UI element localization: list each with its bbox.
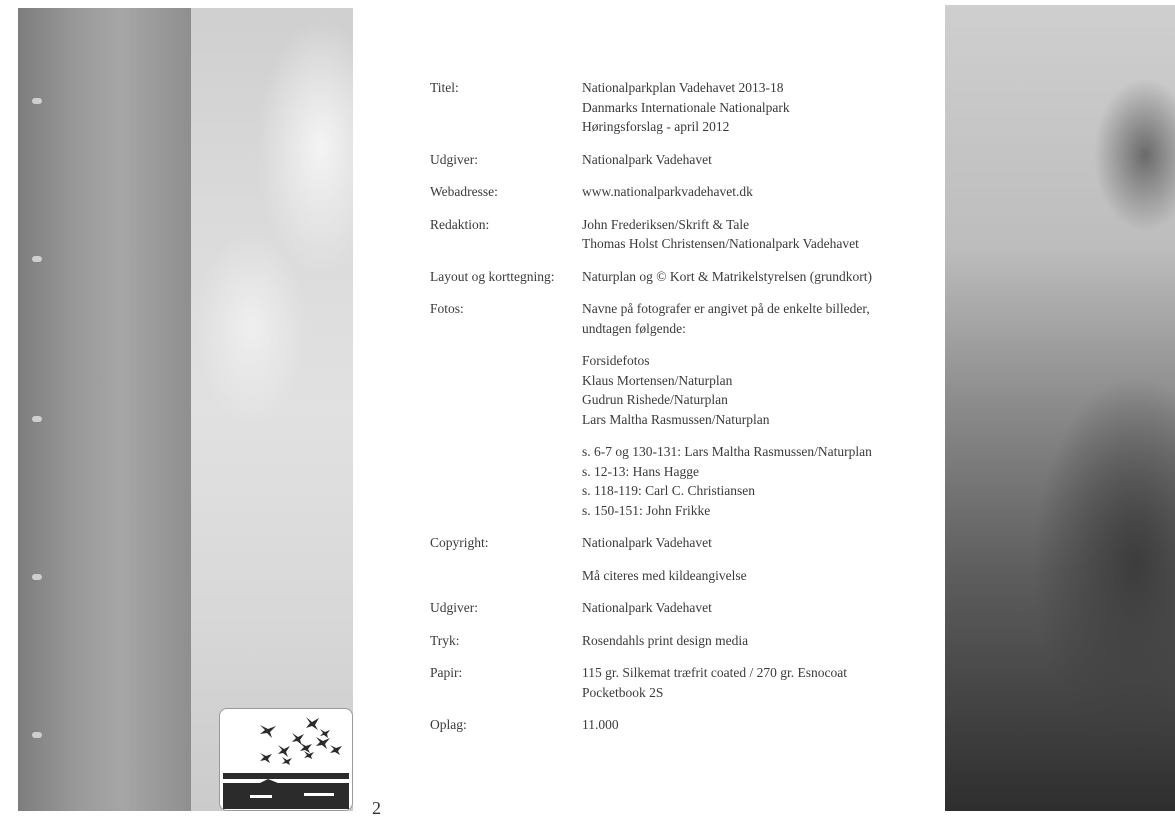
row-value <box>582 267 930 287</box>
punch-hole <box>32 574 42 580</box>
row-label: Fotos: <box>430 301 464 316</box>
row-label: Titel: <box>430 80 459 95</box>
value-line: Nationalpark Vadehavet <box>582 535 712 550</box>
web-address-link[interactable]: www.nationalparkvadehavet.dk <box>582 184 753 199</box>
value-line: s. 12-13: Hans Hagge <box>582 463 699 479</box>
value-line: Navne på fotografer er angivet på de enkelte billeder, <box>582 301 870 316</box>
plant-photo <box>945 5 1175 811</box>
row-value <box>582 215 930 254</box>
punch-hole <box>32 256 42 262</box>
value-line: Nationalpark Vadehavet <box>582 600 712 615</box>
value-line: Naturplan og © Kort & Matrikelstyrelsen (grundkort) <box>582 268 872 284</box>
colophon-row-web-address <box>430 182 930 202</box>
row-label: Oplag: <box>430 717 467 732</box>
value-line: 115 gr. Silkemat træfrit coated / 270 gr. Esnocoat <box>582 665 847 680</box>
row-value <box>582 631 930 651</box>
value-line: s. 150-151: John Frikke <box>582 502 711 518</box>
copyright-note: Må citeres med kildeangivelse <box>582 567 747 583</box>
row-label: Webadresse: <box>430 184 498 199</box>
colophon-row-publisher <box>430 150 930 170</box>
row-label: Redaktion: <box>430 216 490 232</box>
punch-hole <box>32 416 42 422</box>
birds-and-horizon-icon <box>220 709 352 810</box>
cover-photo-credits <box>582 351 930 429</box>
value-line: Høringsforslag - april 2012 <box>582 119 730 134</box>
value-line: Lars Maltha Rasmussen/Naturplan <box>582 411 770 427</box>
value-line: Pocketbook 2S <box>582 684 664 700</box>
colophon-row-paper <box>430 663 930 702</box>
value-line: s. 118-119: Carl C. Christiansen <box>582 483 755 498</box>
page-photo-credits <box>582 442 930 520</box>
row-value <box>582 533 930 585</box>
page-number: 2 <box>372 798 381 818</box>
punch-hole <box>32 98 42 104</box>
colophon-row-photos <box>430 299 930 520</box>
value-line: Rosendahls print design media <box>582 632 749 648</box>
colophon-row-editors <box>430 215 930 254</box>
row-label: Tryk: <box>430 632 460 648</box>
row-value <box>582 78 930 137</box>
value-line: Klaus Mortensen/Naturplan <box>582 372 733 388</box>
value-line: Thomas Holst Christensen/Nationalpark Vadehavet <box>582 236 859 251</box>
sky-photo <box>191 8 353 811</box>
value-line: 11.000 <box>582 717 619 732</box>
value-line: Danmarks Internationale Nationalpark <box>582 99 790 115</box>
value-line: Nationalpark Vadehavet <box>582 151 712 167</box>
row-label: Papir: <box>430 665 463 680</box>
colophon-row-publisher-2 <box>430 598 930 618</box>
row-value <box>582 663 930 702</box>
colophon-row-edition <box>430 715 930 735</box>
nationalpark-logo <box>219 708 353 811</box>
row-value <box>582 299 930 520</box>
binder-strip <box>18 8 191 811</box>
value-line: s. 6-7 og 130-131: Lars Maltha Rasmussen/Naturplan <box>582 444 872 459</box>
row-value <box>582 598 930 618</box>
value-line: Nationalparkplan Vadehavet 2013-18 <box>582 80 784 95</box>
value-line: John Frederiksen/Skrift & Tale <box>582 216 750 232</box>
value-line: Gudrun Rishede/Naturplan <box>582 392 728 407</box>
colophon <box>430 78 930 748</box>
colophon-row-title <box>430 78 930 137</box>
row-value <box>582 150 930 170</box>
value-line: Forsidefotos <box>582 353 650 368</box>
colophon-row-layout <box>430 267 930 287</box>
row-label: Udgiver: <box>430 151 478 167</box>
row-label: Layout og korttegning: <box>430 268 555 284</box>
punch-hole <box>32 732 42 738</box>
row-value <box>582 715 930 735</box>
row-value <box>582 182 930 202</box>
row-label: Copyright: <box>430 535 489 550</box>
value-line: undtagen følgende: <box>582 320 686 336</box>
colophon-row-print <box>430 631 930 651</box>
row-label: Udgiver: <box>430 600 478 615</box>
colophon-row-copyright <box>430 533 930 585</box>
